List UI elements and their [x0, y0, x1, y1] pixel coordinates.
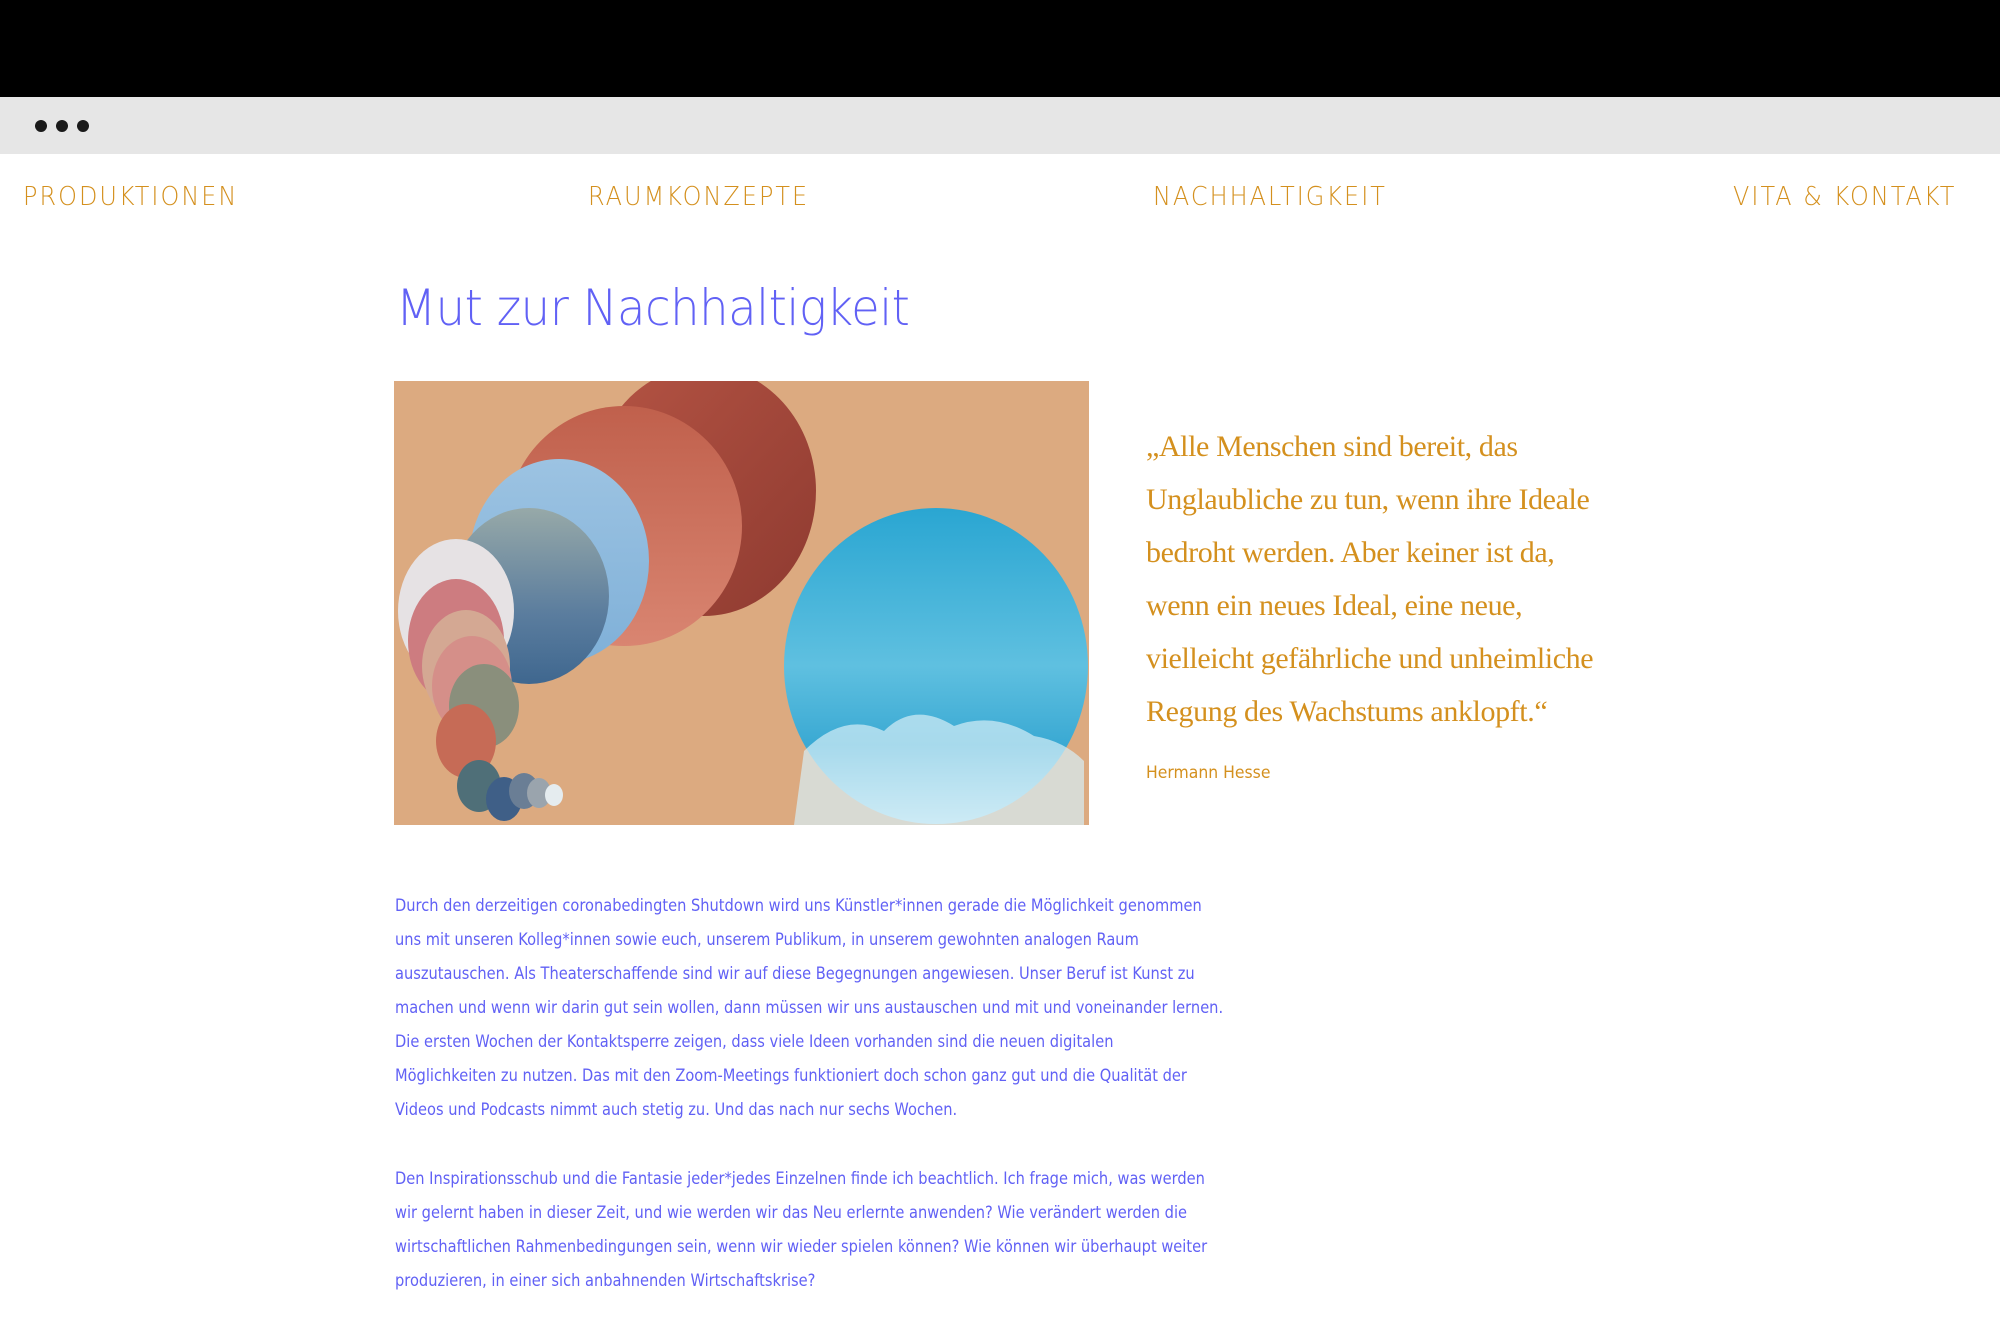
quote-line: bedroht werden. Aber keiner ist da, [1146, 536, 1555, 569]
quote-line: „Alle Menschen sind bereit, das [1146, 430, 1518, 463]
quote-line: wenn ein neues Ideal, eine neue, [1146, 589, 1523, 622]
dot-icon [56, 120, 68, 132]
dot-icon [77, 120, 89, 132]
quote-author: Hermann Hesse [1146, 763, 1271, 783]
quote-block [1146, 420, 1616, 738]
body-line: uns mit unseren Kolleg*innen sowie euch, unserem Publikum, in unserem gewohnten analogen Raum [395, 930, 1139, 950]
body-line: wirtschaftlichen Rahmenbedingungen sein, wenn wir wieder spielen können? Wie können wir überhaupt weiter [395, 1237, 1208, 1257]
nav-item-vita-kontakt[interactable]: VITA & KONTAKT [1733, 182, 1957, 212]
body-line: Videos und Podcasts nimmt auch stetig zu. Und das nach nur sechs Wochen. [395, 1100, 958, 1120]
body-line: produzieren, in einer sich anbahnenden Wirtschaftskrise? [395, 1271, 816, 1291]
body-paragraph [395, 889, 1355, 1127]
nav-item-nachhaltigkeit[interactable]: NACHHALTIGKEIT [1153, 182, 1387, 212]
quote-line: vielleicht gefährliche und unheimliche [1146, 642, 1594, 675]
quote-line: Regung des Wachstums anklopft.“ [1146, 695, 1548, 728]
nav-item-produktionen[interactable]: PRODUKTIONEN [23, 182, 239, 212]
body-line: Die ersten Wochen der Kontaktsperre zeigen, dass viele Ideen vorhanden sind die neuen digitalen [395, 1032, 1114, 1052]
body-line: wir gelernt haben in dieser Zeit, und wie werden wir das Neu erlernte anwenden? Wie verändert werden die [395, 1203, 1188, 1223]
body-line: Den Inspirationsschub und die Fantasie jeder*jedes Einzelnen finde ich beachtlich. Ich frage mich, was werden [395, 1169, 1205, 1189]
nav-item-raumkonzepte[interactable]: RAUMKONZEPTE [588, 182, 810, 212]
browser-bar [0, 97, 2000, 154]
body-line: machen und wenn wir darin gut sein wollen, dann müssen wir uns austauschen und mit und voneinander lernen. [395, 998, 1224, 1018]
body-line: Durch den derzeitigen coronabedingten Shutdown wird uns Künstler*innen gerade die Möglichkeit genommen [395, 896, 1202, 916]
top-black-bar [0, 0, 2000, 97]
body-line: Möglichkeiten zu nutzen. Das mit den Zoom-Meetings funktioniert doch schon ganz gut und die Qualität der [395, 1066, 1187, 1086]
dot-icon [35, 120, 47, 132]
page-title: Mut zur Nachhaltigkeit [396, 279, 910, 337]
quote-line: Unglaubliche zu tun, wenn ihre Ideale [1146, 483, 1590, 516]
body-paragraph [395, 1162, 1355, 1298]
body-line: auszutauschen. Als Theaterschaffende sind wir auf diese Begegnungen angewiesen. Unser Beruf ist Kunst zu [395, 964, 1195, 984]
main-nav [0, 180, 2000, 214]
artwork-image [394, 381, 1089, 825]
